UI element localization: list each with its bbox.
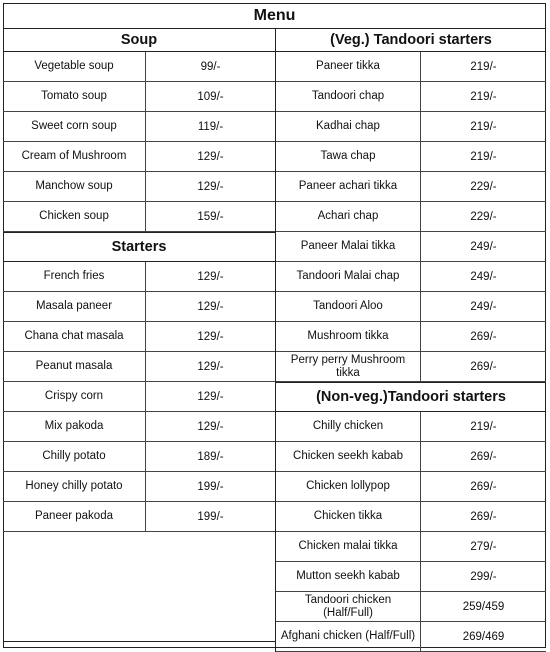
menu-item-row: [3, 82, 275, 112]
menu-item-name: Paneer achari tikka: [276, 172, 421, 201]
menu-item-row: [276, 592, 546, 622]
menu-item-name: Tandoori Aloo: [276, 292, 421, 321]
nonveg-tandoori-header: (Non-veg.)Tandoori starters: [276, 382, 546, 412]
menu-item-name: Paneer Malai tikka: [276, 232, 421, 261]
menu-item-name: Honey chilly potato: [3, 472, 146, 501]
menu-item-row: [3, 202, 275, 232]
left-column: [3, 28, 275, 642]
menu-item-price: 129/-: [197, 180, 224, 193]
menu-item-name: Tandoori chicken (Half/Full): [276, 592, 421, 621]
menu-item-row: [3, 442, 275, 472]
menu-item-row: [3, 352, 275, 382]
menu-item-name: Tandoori chap: [276, 82, 421, 111]
menu-item-name: Afghani chicken (Half/Full): [276, 622, 421, 651]
menu-item-name: Chicken seekh kabab: [276, 442, 421, 471]
menu-item-name: French fries: [3, 262, 146, 291]
menu-item-row: [3, 52, 275, 82]
menu-item-row: [276, 82, 546, 112]
menu-item-price: 159/-: [197, 210, 224, 223]
menu-item-price: 299/-: [470, 570, 497, 583]
menu-item-name: Kadhai chap: [276, 112, 421, 141]
menu-item-price: 229/-: [470, 180, 497, 193]
menu-item-price: 269/-: [470, 510, 497, 523]
menu-item-name: Mushroom tikka: [276, 322, 421, 351]
menu-item-name: Tawa chap: [276, 142, 421, 171]
menu-item-row: [3, 142, 275, 172]
menu-item-name: Peanut masala: [3, 352, 146, 381]
menu-item-price: 249/-: [470, 240, 497, 253]
menu-item-name: Chilly chicken: [276, 412, 421, 441]
menu-item-row: [276, 622, 546, 652]
menu-item-row: [276, 112, 546, 142]
menu-item-name: Chilly potato: [3, 442, 146, 471]
menu-item-row: [3, 262, 275, 292]
menu-item-price: 249/-: [470, 270, 497, 283]
menu-item-row: [276, 352, 546, 382]
menu-item-price: 109/-: [197, 90, 224, 103]
menu-item-price: 199/-: [197, 480, 224, 493]
empty-cell: [3, 532, 275, 642]
menu-item-price: 219/-: [470, 420, 497, 433]
menu-title: Menu: [3, 3, 546, 29]
menu-item-price: 119/-: [197, 120, 224, 133]
menu-item-price: 129/-: [197, 390, 224, 403]
menu-item-price: 129/-: [197, 150, 224, 163]
right-column: [275, 28, 546, 652]
menu-item-price: 189/-: [197, 450, 224, 463]
menu-item-name: Tandoori Malai chap: [276, 262, 421, 291]
menu-item-name: Chicken tikka: [276, 502, 421, 531]
menu-item-row: [276, 562, 546, 592]
menu-item-price: 259/459: [462, 600, 505, 613]
menu-item-price: 229/-: [470, 210, 497, 223]
menu-item-row: [276, 172, 546, 202]
menu-item-name: Paneer pakoda: [3, 502, 146, 531]
menu-item-price: 269/-: [470, 450, 497, 463]
menu-item-row: [3, 112, 275, 142]
menu-item-price: 249/-: [470, 300, 497, 313]
nonveg-tandoori-list: [276, 412, 546, 652]
menu-item-name: Perry perry Mushroom tikka: [276, 352, 421, 381]
menu-item-price: 269/469: [462, 630, 505, 643]
menu-item-price: 219/-: [470, 60, 497, 73]
menu-item-row: [276, 322, 546, 352]
starters-list: [3, 262, 275, 532]
menu-item-name: Chicken lollypop: [276, 472, 421, 501]
menu-item-price: 269/-: [470, 480, 497, 493]
menu-item-price: 219/-: [470, 150, 497, 163]
menu-item-name: Masala paneer: [3, 292, 146, 321]
veg-tandoori-list: [276, 52, 546, 382]
menu-item-name: Crispy corn: [3, 382, 146, 411]
menu-item-name: Achari chap: [276, 202, 421, 231]
menu-item-row: [276, 202, 546, 232]
menu-item-row: [276, 412, 546, 442]
menu-item-name: Sweet corn soup: [3, 112, 146, 141]
soup-list: [3, 52, 275, 232]
menu-item-name: Chana chat masala: [3, 322, 146, 351]
menu-item-row: [276, 262, 546, 292]
menu-item-price: 99/-: [200, 60, 221, 73]
menu-item-row: [3, 292, 275, 322]
menu-item-name: Vegetable soup: [3, 52, 146, 81]
menu-item-price: 129/-: [197, 270, 224, 283]
menu-item-price: 129/-: [197, 300, 224, 313]
menu-item-price: 199/-: [197, 510, 224, 523]
menu-item-row: [3, 382, 275, 412]
menu-item-name: Cream of Mushroom: [3, 142, 146, 171]
menu-item-row: [3, 172, 275, 202]
menu-item-name: Mutton seekh kabab: [276, 562, 421, 591]
menu-item-price: 269/-: [470, 330, 497, 343]
menu-item-price: 129/-: [197, 330, 224, 343]
menu-item-row: [276, 52, 546, 82]
menu-item-price: 129/-: [197, 420, 224, 433]
menu-item-row: [3, 412, 275, 442]
menu-item-price: 269/-: [470, 360, 497, 373]
menu-item-row: [276, 532, 546, 562]
menu-item-name: Tomato soup: [3, 82, 146, 111]
starters-header: Starters: [3, 232, 275, 262]
menu-item-name: Chicken malai tikka: [276, 532, 421, 561]
veg-tandoori-header: (Veg.) Tandoori starters: [276, 28, 546, 52]
menu-item-row: [276, 502, 546, 532]
menu-item-name: Mix pakoda: [3, 412, 146, 441]
menu-item-price: 219/-: [470, 90, 497, 103]
menu-item-row: [276, 142, 546, 172]
soup-header: Soup: [3, 28, 275, 52]
menu-item-row: [3, 472, 275, 502]
menu-item-price: 279/-: [470, 540, 497, 553]
menu-item-name: Paneer tikka: [276, 52, 421, 81]
menu-item-row: [276, 232, 546, 262]
menu-item-row: [3, 322, 275, 352]
menu-item-row: [276, 292, 546, 322]
menu-item-price: 219/-: [470, 120, 497, 133]
menu-item-row: [276, 442, 546, 472]
menu-item-price: 129/-: [197, 360, 224, 373]
menu-item-name: Chicken soup: [3, 202, 146, 231]
menu-item-name: Manchow soup: [3, 172, 146, 201]
menu-item-row: [276, 472, 546, 502]
menu-item-row: [3, 502, 275, 532]
